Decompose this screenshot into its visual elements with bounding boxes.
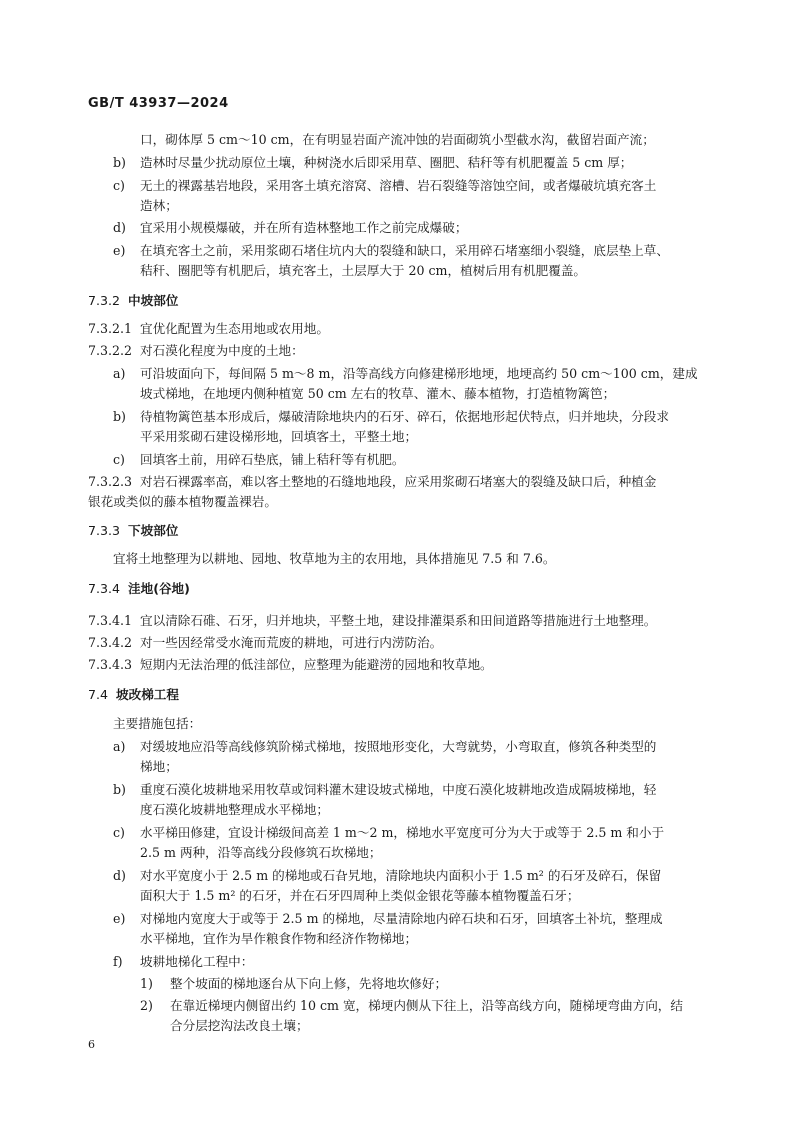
sublist-item-text: 整个坡面的梯地逐台从下向上修，先将地坎修好； [170, 976, 448, 991]
page-number: 6 [88, 1038, 95, 1051]
section-heading-7-4 [88, 687, 179, 703]
list-label: f) [113, 954, 123, 969]
list-item-text: 面积大于 1.5 m² 的石牙，并在石牙四周种上类似金银花等藤本植物覆盖石牙； [140, 888, 580, 903]
list-item-text: 对缓坡地应沿等高线修筑阶梯式梯地，按照地形变化，大弯就势，小弯取直，修筑各种类型的 [140, 739, 657, 754]
clause-text: 银花或类似的藤本植物覆盖裸岩。 [88, 494, 277, 509]
list-item-text: 水平梯地，宜作为旱作粮食作物和经济作物梯地； [140, 931, 418, 946]
paragraph-text: 主要措施包括： [113, 716, 202, 731]
list-label: a) [113, 366, 126, 381]
clause-text: 对一些因经常受水淹而荒废的耕地，可进行内涝防治。 [140, 635, 443, 650]
sublist-label: 1) [140, 976, 153, 991]
section-number: 7.3.4 [88, 581, 121, 596]
clause-number: 7.3.4.3 [88, 657, 133, 672]
clause-number: 7.3.4.1 [88, 613, 133, 628]
clause-text: 宜优化配置为生态用地或农用地。 [140, 321, 329, 336]
clause-number: 7.3.2.1 [88, 321, 133, 336]
list-item-text: 重度石漠化坡耕地采用牧草或饲料灌木建设坡式梯地，中度石漠化坡耕地改造成隔坡梯地，轻 [140, 782, 657, 797]
section-number: 7.3.3 [88, 523, 121, 538]
list-label: d) [113, 220, 126, 235]
sublist-item-text: 在靠近梯埂内侧留出约 10 cm 宽，梯埂内侧从下往上，沿等高线方向，随梯埂弯曲方向，结 [170, 998, 683, 1013]
list-item-text: 造林； [140, 198, 178, 213]
list-item-text: 梯地； [140, 759, 178, 774]
list-item-text: 待植物篱笆基本形成后，爆破清除地块内的石牙、碎石，依据地形起伏特点，归并地块，分段求 [140, 409, 669, 424]
list-label: c) [113, 452, 125, 467]
list-item-text: 坡式梯地，在地埂内侧种植宽 50 cm 左右的牧草、灌木、藤本植物，打造植物篱笆； [140, 386, 616, 401]
list-item-text: 可沿坡面向下，每间隔 5 m～8 m，沿等高线方向修建梯形地埂，地埂高约 50 cm～100 cm，建成 [140, 366, 698, 381]
section-title: 洼地(谷地) [128, 581, 190, 596]
section-title: 下坡部位 [128, 523, 179, 538]
section-title: 坡改梯工程 [116, 687, 179, 702]
list-label: e) [113, 243, 126, 258]
list-item-text: 造林时尽量少扰动原位土壤，种树浇水后即采用草、圈肥、秸秆等有机肥覆盖 5 cm 厚； [140, 155, 633, 170]
list-item-text: 在填充客土之前，采用浆砌石堵住坑内大的裂缝和缺口，采用碎石堵塞细小裂缝，底层垫上草、 [140, 243, 669, 258]
clause-number: 7.3.2.2 [88, 343, 133, 358]
sublist-label: 2) [140, 998, 153, 1013]
list-item-text: 水平梯田修建，宜设计梯级间高差 1 m～2 m，梯地水平宽度可分为大于或等于 2.5 m 和小于 [140, 825, 665, 840]
standard-number: GB/T 43937—2024 [88, 96, 229, 111]
list-item-text: 对水平宽度小于 2.5 m 的梯地或石旮旯地，清除地块内面积小于 1.5 m² 的石牙及碎石，保留 [140, 868, 662, 883]
clause-text: 宜以清除石碓、石牙，归并地块，平整土地，建设排灌渠系和田间道路等措施进行土地整理。 [140, 613, 657, 628]
clause-number: 7.3.2.3 [88, 474, 133, 489]
section-heading-7-3-3 [88, 523, 178, 539]
list-label: b) [113, 409, 126, 424]
list-item-text: 度石漠化坡耕地整理成水平梯地； [140, 802, 329, 817]
list-item-text: 宜采用小规模爆破，并在所有造林整地工作之前完成爆破； [140, 220, 468, 235]
list-item-text: 平采用浆砌石建设梯形地，回填客土，平整土地； [140, 429, 418, 444]
list-item-text: 对梯地内宽度大于或等于 2.5 m 的梯地，尽量清除地内碎石块和石牙，回填客土补坑，整理成 [140, 911, 663, 926]
list-item-text: 回填客土前，用碎石垫底，铺上秸秆等有机肥。 [140, 452, 405, 467]
list-item-text: 2.5 m 两种，沿等高线分段修筑石坎梯地； [140, 845, 382, 860]
list-label: d) [113, 868, 126, 883]
section-number: 7.4 [88, 687, 109, 702]
list-label: a) [113, 739, 126, 754]
list-item-text: 秸秆、圈肥等有机肥后，填充客土，土层厚大于 20 cm，植树后用有机肥覆盖。 [140, 263, 587, 278]
clause-text: 对岩石裸露率高，难以客土整地的石缝地地段，应采用浆砌石堵塞大的裂缝及缺口后，种植金 [140, 474, 657, 489]
clause-number: 7.3.4.2 [88, 635, 133, 650]
paragraph-text: 宜将土地整理为以耕地、园地、牧草地为主的农用地，具体措施见 7.5 和 7.6。 [113, 551, 556, 566]
list-label: e) [113, 911, 126, 926]
clause-text: 对石漠化程度为中度的土地： [140, 343, 304, 358]
section-heading-7-3-2 [88, 293, 178, 309]
clause-text: 短期内无法治理的低洼部位，应整理为能避涝的园地和牧草地。 [140, 657, 493, 672]
list-item-text: 坡耕地梯化工程中： [140, 954, 254, 969]
sublist-item-text: 合分层挖沟法改良土壤； [170, 1018, 309, 1033]
section-heading-7-3-4 [88, 581, 190, 597]
list-label: b) [113, 782, 126, 797]
section-title: 中坡部位 [128, 293, 179, 308]
list-label: c) [113, 825, 125, 840]
list-label: b) [113, 155, 126, 170]
section-number: 7.3.2 [88, 293, 121, 308]
list-item-text: 口，砌体厚 5 cm～10 cm，在有明显岩面产流冲蚀的岩面砌筑小型截水沟，截留岩面产流； [140, 132, 655, 147]
list-label: c) [113, 178, 125, 193]
list-item-text: 无土的裸露基岩地段，采用客土填充溶窝、溶槽、岩石裂缝等溶蚀空间，或者爆破坑填充客土 [140, 178, 657, 193]
